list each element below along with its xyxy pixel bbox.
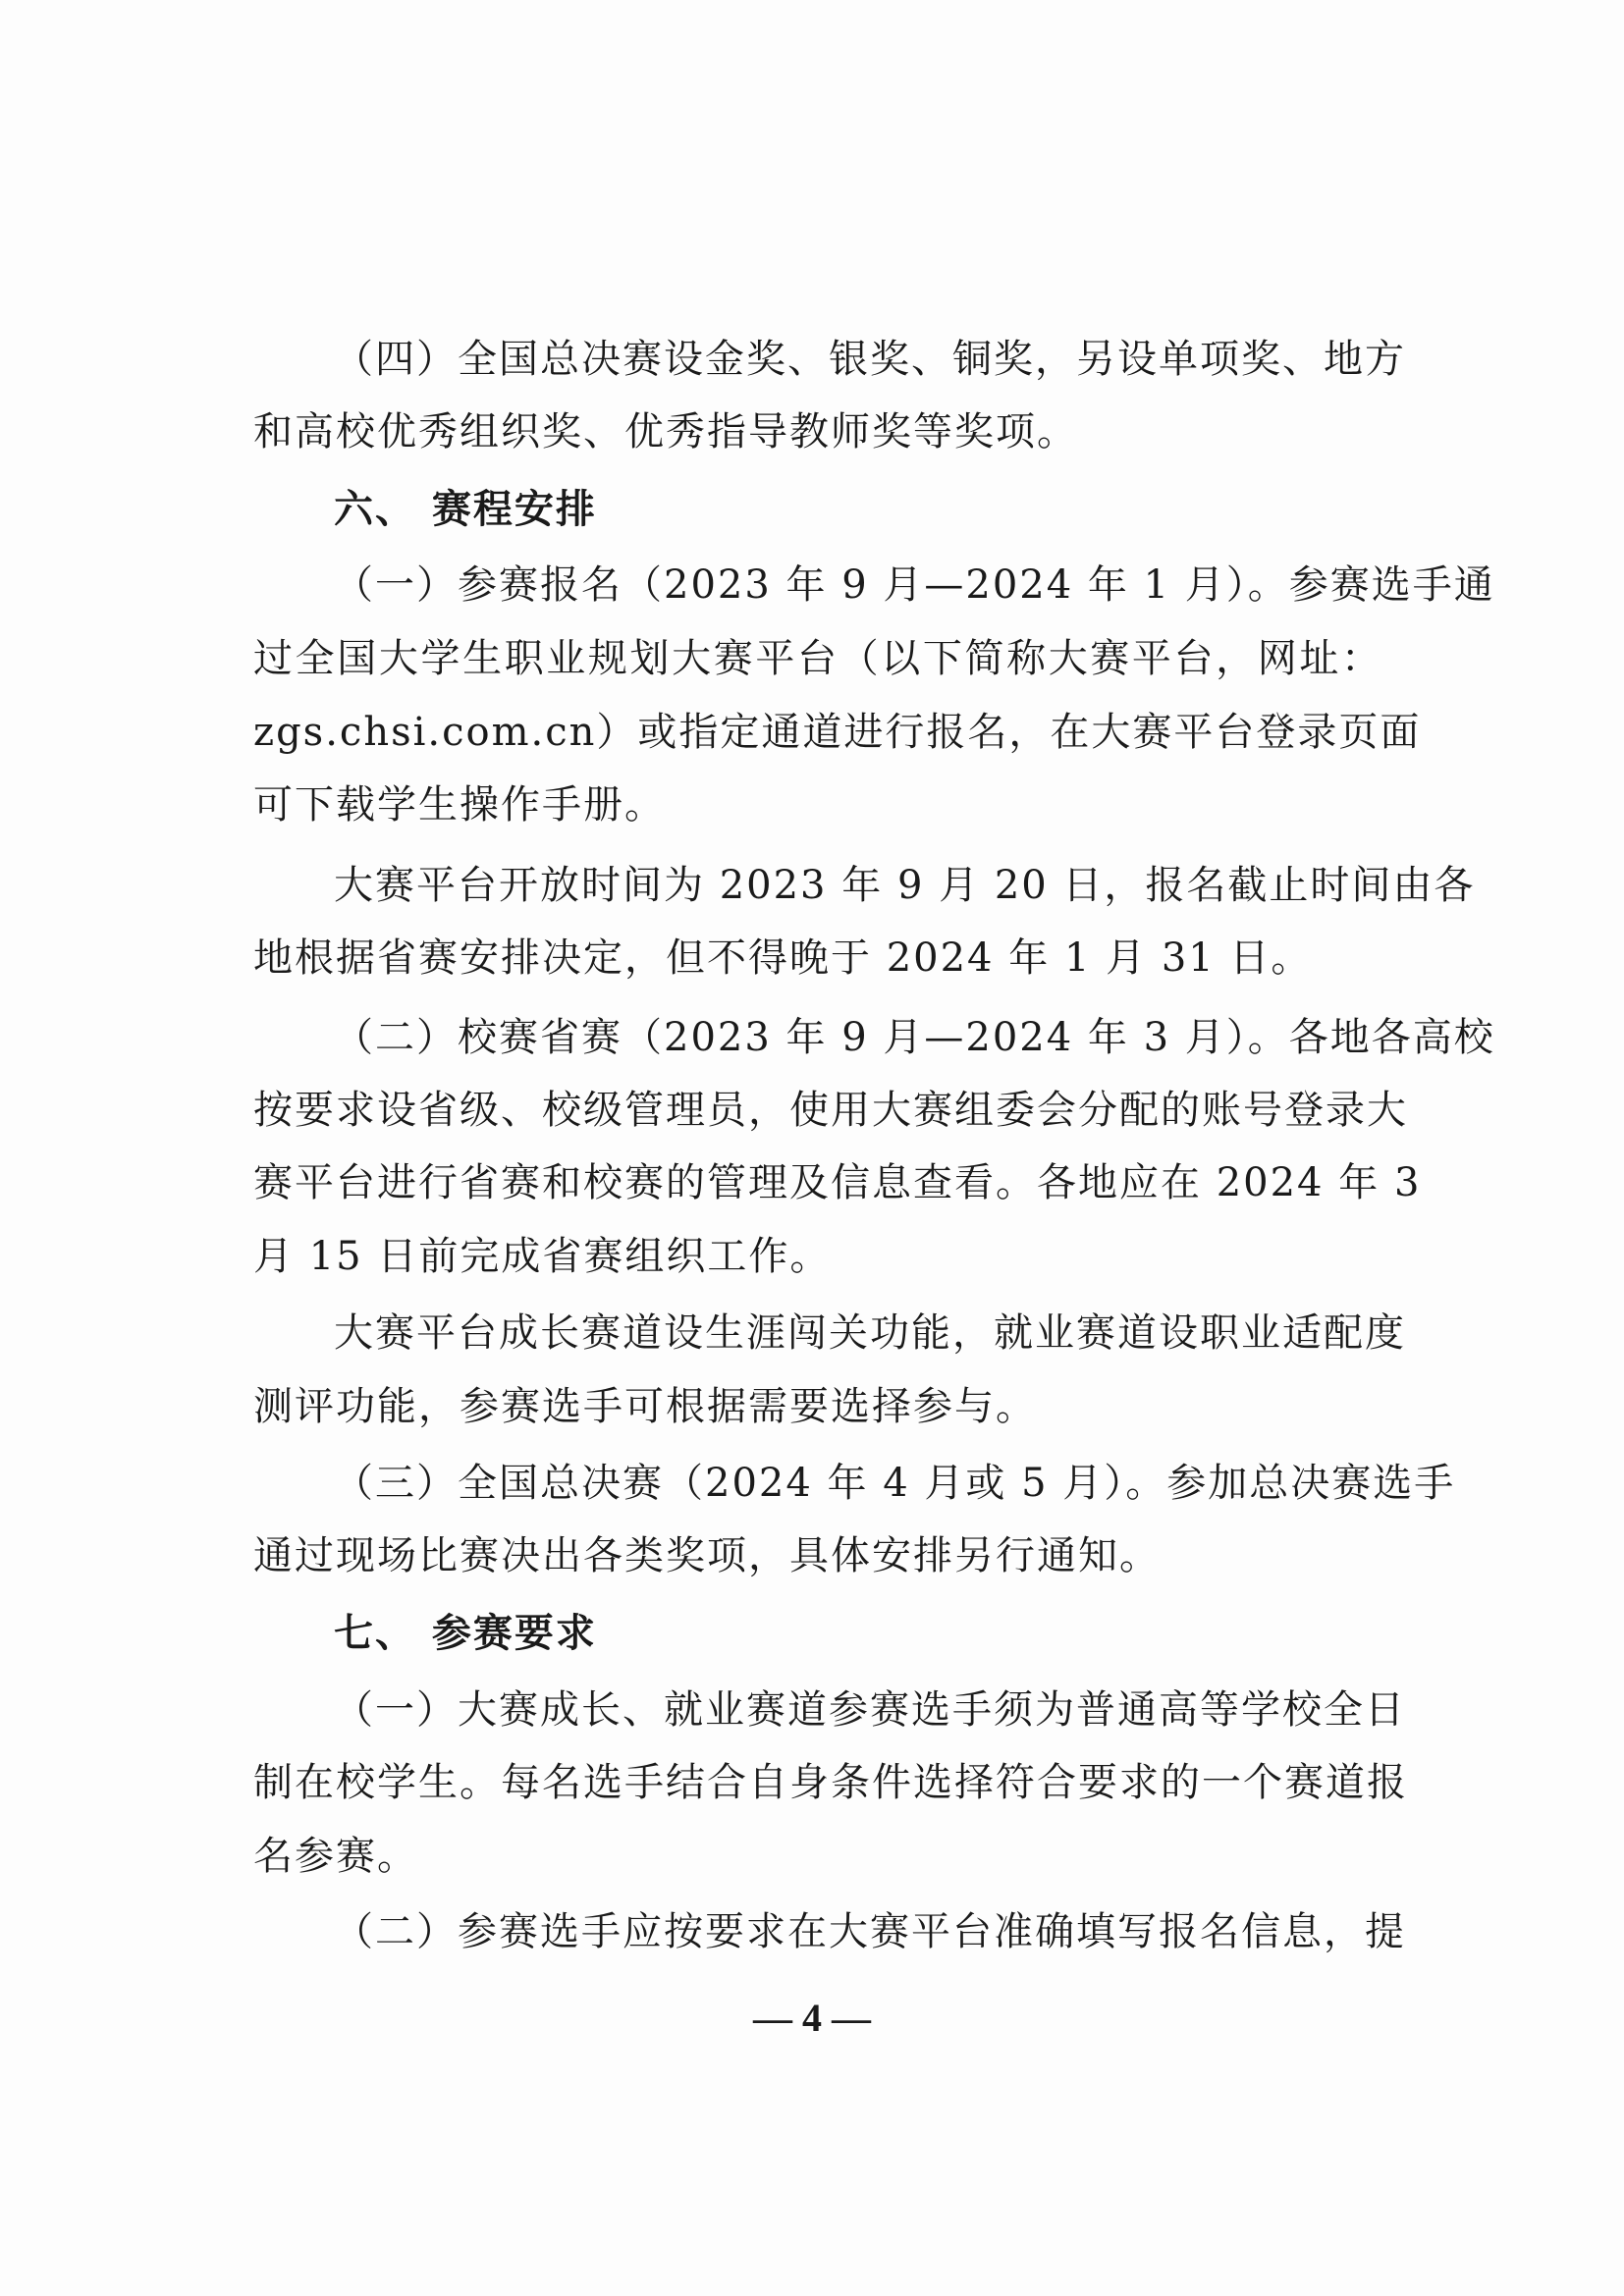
registration-paragraph-line-4: 可下载学生操作手册。	[253, 782, 666, 828]
registration-info-paragraph-line-1: （二）参赛选手应按要求在大赛平台准确填写报名信息，提	[334, 1909, 1406, 1954]
school-contest-paragraph-line-4: 月 15 日前完成省赛组织工作。	[253, 1234, 832, 1279]
eligibility-paragraph-line-3: 名参赛。	[253, 1834, 418, 1879]
school-contest-paragraph-line-1: （二）校赛省赛（2023 年 9 月—2024 年 3 月）。各地各高校	[334, 1015, 1495, 1060]
school-contest-paragraph-line-3: 赛平台进行省赛和校赛的管理及信息查看。各地应在 2024 年 3	[253, 1160, 1422, 1205]
section-heading-requirements: 七、 参赛要求	[334, 1611, 597, 1656]
national-final-paragraph-line-1: （三）全国总决赛（2024 年 4 月或 5 月）。参加总决赛选手	[334, 1461, 1456, 1506]
school-contest-paragraph-line-2: 按要求设省级、校级管理员，使用大赛组委会分配的账号登录大	[253, 1088, 1408, 1133]
platform-paragraph-line-2: 地根据省赛安排决定，但不得晚于 2024 年 1 月 31 日。	[253, 935, 1313, 981]
eligibility-paragraph-line-2: 制在校学生。每名选手结合自身条件选择符合要求的一个赛道报	[253, 1760, 1408, 1805]
award-paragraph-line-1: （四）全国总决赛设金奖、银奖、铜奖，另设单项奖、地方	[334, 337, 1406, 382]
award-paragraph-line-2: 和高校优秀组织奖、优秀指导教师奖等奖项。	[253, 409, 1078, 454]
section-heading-schedule: 六、 赛程安排	[334, 487, 597, 532]
page-number: — 4 —	[753, 1996, 871, 2040]
national-final-paragraph-line-2: 通过现场比赛决出各类奖项，具体安排另行通知。	[253, 1533, 1161, 1578]
eligibility-paragraph-line-1: （一）大赛成长、就业赛道参赛选手须为普通高等学校全日	[334, 1687, 1406, 1733]
registration-paragraph-line-2: 过全国大学生职业规划大赛平台（以下简称大赛平台，网址：	[253, 636, 1382, 681]
track-feature-paragraph-line-2: 测评功能，参赛选手可根据需要选择参与。	[253, 1384, 1037, 1429]
registration-paragraph-line-3: zgs.chsi.com.cn）或指定通道进行报名，在大赛平台登录页面	[253, 710, 1422, 755]
platform-paragraph-line-1: 大赛平台开放时间为 2023 年 9 月 20 日，报名截止时间由各	[334, 863, 1476, 908]
track-feature-paragraph-line-1: 大赛平台成长赛道设生涯闯关功能，就业赛道设职业适配度	[334, 1310, 1406, 1356]
registration-paragraph-line-1: （一）参赛报名（2023 年 9 月—2024 年 1 月）。参赛选手通	[334, 562, 1495, 608]
